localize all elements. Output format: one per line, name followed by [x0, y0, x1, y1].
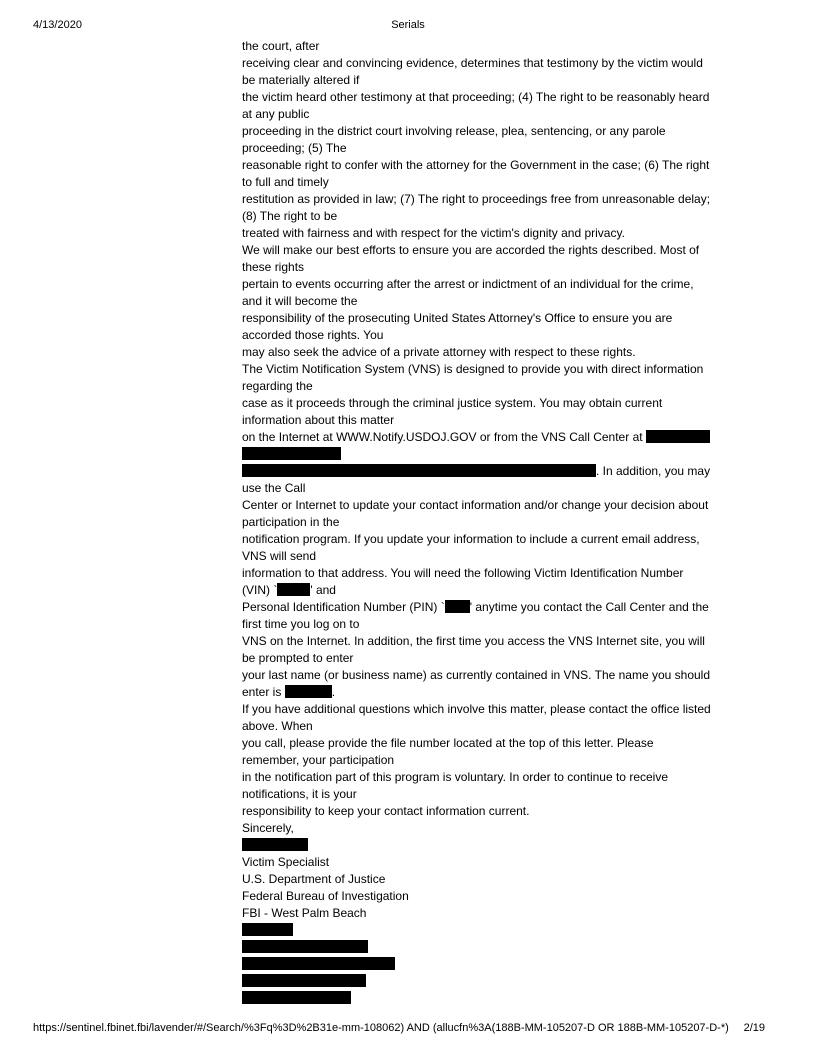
text-line: (8) The right to be	[242, 209, 338, 223]
text-line: in the notification part of this program is voluntary. In order to continue to receive	[242, 770, 668, 784]
redacted-line	[242, 446, 717, 463]
signer-bureau: Federal Bureau of Investigation	[242, 889, 409, 903]
signature-block	[242, 854, 717, 922]
login-paragraph	[242, 616, 717, 684]
addition-text: . In addition, you may	[596, 464, 711, 478]
text-line: first time you log on to	[242, 617, 360, 631]
text-line: be materially altered if	[242, 73, 360, 87]
signer-agency: U.S. Department of Justice	[242, 872, 386, 886]
rights-paragraph	[242, 38, 717, 429]
text-line: proceeding; (5) The	[242, 141, 347, 155]
redaction-bar	[242, 940, 368, 953]
redaction-bar	[242, 464, 596, 477]
text-line: at any public	[242, 107, 310, 121]
text-line: notification program. If you update your information to include a current email address,	[242, 532, 700, 546]
redaction-bar	[646, 430, 710, 443]
text-line: the victim heard other testimony at that proceeding; (4) The right to be reasonably heard	[242, 90, 710, 104]
text-line: above. When	[242, 719, 313, 733]
text-line: case as it proceeds through the criminal justice system. You may obtain current	[242, 396, 663, 410]
text-line: pertain to events occurring after the arrest or indictment of an individual for the crime,	[242, 277, 694, 291]
page-number: 2/19	[743, 1022, 765, 1034]
page-title: Serials	[391, 19, 425, 31]
vin-label: (VIN) `	[242, 583, 278, 597]
text-line: the court, after	[242, 39, 320, 53]
text-line: to full and timely	[242, 175, 329, 189]
vns-call-center-text: on the Internet at WWW.Notify.USDOJ.GOV or from the VNS Call Center at	[242, 430, 643, 444]
text-line: treated with fairness and with respect for the victim's dignity and privacy.	[242, 226, 625, 240]
vin-suffix: ' and	[310, 583, 336, 597]
text-line: responsibility to keep your contact information current.	[242, 804, 530, 818]
print-date: 4/13/2020	[33, 19, 82, 31]
redaction-bar	[242, 447, 341, 460]
redaction-bar	[242, 838, 308, 851]
text-line: information about this matter	[242, 413, 395, 427]
text-line: participation in the	[242, 515, 340, 529]
text-line: you call, please provide the file number located at the top of this letter. Please	[242, 736, 654, 750]
enter-name-suffix: .	[331, 685, 336, 699]
text-line: reasonable right to confer with the attorney for the Government in the case; (6) The right	[242, 158, 710, 172]
redaction-bar	[242, 923, 293, 936]
redaction-bar	[242, 957, 395, 970]
closing: Sincerely,	[242, 821, 294, 835]
text-line: these rights	[242, 260, 305, 274]
text-line: proceeding in the district court involving release, plea, sentencing, or any parole	[242, 124, 666, 138]
text-line: The Victim Notification System (VNS) is designed to provide you with direct information	[242, 362, 704, 376]
text-line: be prompted to enter	[242, 651, 354, 665]
text-line: If you have additional questions which involve this matter, please contact the office listed	[242, 702, 711, 716]
text-line: VNS on the Internet. In addition, the first time you access the VNS Internet site, you will	[242, 634, 705, 648]
text-line: remember, your participation	[242, 753, 395, 767]
text-line: and it will become the	[242, 294, 358, 308]
redacted-address-block	[242, 922, 717, 1007]
pin-suffix: ' anytime you contact the Call Center and the	[469, 600, 709, 614]
redaction-bar	[445, 600, 470, 613]
redaction-bar	[285, 685, 332, 698]
vns-paragraph	[242, 480, 717, 582]
redaction-bar	[277, 583, 310, 596]
letter-body	[242, 38, 717, 1007]
redaction-bar	[242, 991, 351, 1004]
redaction-bar	[242, 974, 366, 987]
text-line: Center or Internet to update your contact information and/or change your decision about	[242, 498, 709, 512]
signer-office: FBI - West Palm Beach	[242, 906, 367, 920]
text-line: may also seek the advice of a private attorney with respect to these rights.	[242, 345, 636, 359]
enter-name-label: enter is	[242, 685, 282, 699]
text-line: accorded those rights. You	[242, 328, 384, 342]
text-line: receiving clear and convincing evidence, determines that testimony by the victim would	[242, 56, 703, 70]
enter-name-line	[242, 684, 717, 701]
text-line: VNS will send	[242, 549, 317, 563]
pin-label: Personal Identification Number (PIN) `	[242, 600, 445, 614]
pin-line	[242, 599, 717, 616]
text-line: We will make our best efforts to ensure you are accorded the rights described. Most of	[242, 243, 700, 257]
vin-line	[242, 582, 717, 599]
text-line: use the Call	[242, 481, 306, 495]
addition-line	[242, 463, 717, 480]
footer-url: https://sentinel.fbinet.fbi/lavender/#/Search/%3Fq%3D%2B31e-mm-108062) AND (allucfn%3A(188B-MM-105207-D OR 188B-MM-105207-D-*)	[33, 1022, 729, 1034]
vns-call-center-line	[242, 429, 717, 446]
text-line: notifications, it is your	[242, 787, 357, 801]
text-line: responsibility of the prosecuting United States Attorney's Office to ensure you are	[242, 311, 673, 325]
text-line: your last name (or business name) as currently contained in VNS. The name you should	[242, 668, 711, 682]
text-line: regarding the	[242, 379, 313, 393]
signature-redacted-line	[242, 837, 717, 854]
text-line: restitution as provided in law; (7) The right to proceedings free from unreasonable delay;	[242, 192, 711, 206]
contact-paragraph	[242, 701, 717, 837]
text-line: information to that address. You will need the following Victim Identification Number	[242, 566, 684, 580]
signer-title: Victim Specialist	[242, 855, 330, 869]
